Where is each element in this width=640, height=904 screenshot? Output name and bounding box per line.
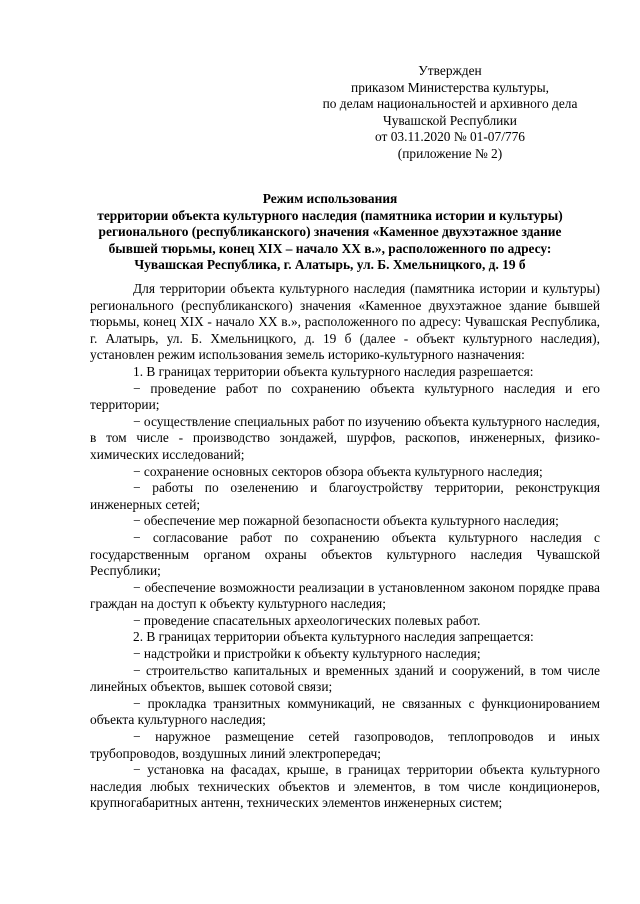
approval-line: приказом Министерства культуры, <box>351 79 549 95</box>
prohibited-item: − наружное размещение сетей газопроводов, теплопроводов и иных трубопроводов, воздушных линий электропередач; <box>90 729 600 761</box>
title-line: регионального (республиканского) значения «Каменное двухэтажное здание <box>98 224 562 240</box>
prohibited-item: − установка на фасадах, крыше, в границах территории объекта культурного наследия любых технических объектов и элементов, в том числе кондиционеров, крупногабаритных антенн, технических элементов инженерных систем; <box>90 762 600 811</box>
allowed-item: − обеспечение мер пожарной безопасности объекта культурного наследия; <box>133 513 559 529</box>
document-body <box>90 281 600 812</box>
allowed-item: − согласование работ по сохранению объекта культурного наследия с государственным органом охраны объектов культурного наследия Чувашской Республики; <box>90 529 600 579</box>
approval-stamp <box>300 63 600 163</box>
prohibited-item: − надстройки и пристройки к объекту культурного наследия; <box>133 646 481 662</box>
approval-line: Утвержден <box>418 63 482 78</box>
approval-line: по делам национальностей и архивного дела <box>322 96 578 112</box>
section-heading-prohibited: 2. В границах территории объекта культурного наследия запрещается: <box>133 629 534 645</box>
title-line: бывшей тюрьмы, конец XIX – начало XX в.», расположенного по адресу: <box>108 240 552 256</box>
approval-line: Чувашской Республики <box>383 112 517 128</box>
allowed-item: − сохранение основных секторов обзора объекта культурного наследия; <box>133 463 543 479</box>
intro-paragraph: Для территории объекта культурного наследия (памятника истории и культуры) регионального (республиканского) значения «Каменное двухэтажное здание бывшей тюрьмы, конец XIX - начало XX в.», расположенного по адресу: Чувашская Республика, г. Алатырь, ул. Б. Хмельницкого, д. 19 б (далее - объект культурного наследия), установлен режим использования земель историко-культурного назначения: <box>90 281 600 363</box>
prohibited-item: − строительство капитальных и временных зданий и сооружений, в том числе линейных объектов, вышек сотовой связи; <box>90 662 600 695</box>
title-line: территории объекта культурного наследия (памятника истории и культуры) <box>97 207 563 223</box>
approval-line: от 03.11.2020 № 01-07/776 <box>375 129 525 145</box>
document-title <box>60 191 600 274</box>
approval-line: (приложение № 2) <box>397 145 503 161</box>
prohibited-item: − прокладка транзитных коммуникаций, не связанных с функционированием объекта культурного наследия; <box>90 695 600 728</box>
allowed-item: − проведение спасательных археологических полевых работ. <box>133 612 481 628</box>
allowed-item: − обеспечение возможности реализации в установленном законом порядке права граждан на доступ к объекту культурного наследия; <box>90 579 600 612</box>
allowed-item: − работы по озеленению и благоустройству территории, реконструкция инженерных сетей; <box>90 480 600 512</box>
title-line: Чувашская Республика, г. Алатырь, ул. Б. Хмельницкого, д. 19 б <box>134 257 526 273</box>
allowed-item: − осуществление специальных работ по изучению объекта культурного наследия, в том числе - производство зондажей, шурфов, раскопов, инженерных, физико-химических исследований; <box>90 413 600 462</box>
section-heading-allowed: 1. В границах территории объекта культурного наследия разрешается: <box>133 363 534 379</box>
allowed-item: − проведение работ по сохранению объекта культурного наследия и его территории; <box>90 380 600 413</box>
title-line: Режим использования <box>262 191 398 206</box>
